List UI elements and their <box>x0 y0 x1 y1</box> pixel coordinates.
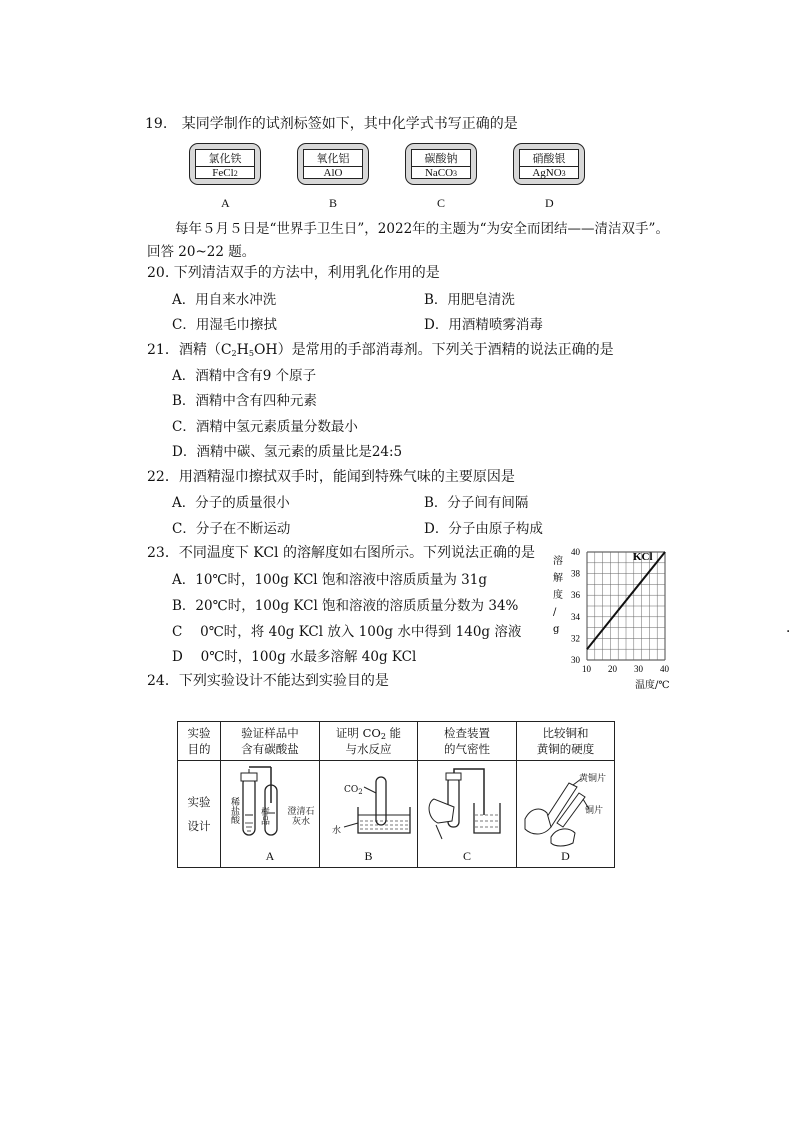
reagent-name: 碳酸钠 <box>412 150 470 167</box>
intro-line2: 回答 20~22 题。 <box>147 244 256 260</box>
design-b-letter: B <box>364 849 373 863</box>
kcl-solubility-chart <box>545 542 685 692</box>
reagent-label-a <box>189 143 261 185</box>
q23-option-c: C 0℃时，将 40g KCl 放入 100g 水中得到 140g 溶液 <box>172 624 522 640</box>
q20-option-b: B．用肥皂清洗 <box>424 292 515 308</box>
y-tick-label: 38 <box>571 568 580 579</box>
q21-option-b: B．酒精中含有四种元素 <box>172 393 317 409</box>
label-sample: 样品 <box>259 807 269 825</box>
label-water: 水 <box>332 826 342 836</box>
series-label-kcl: KCl <box>633 551 653 563</box>
label-co2 <box>344 785 363 796</box>
reagent-label-b <box>297 143 369 185</box>
formula-subscript: 3 <box>561 168 566 178</box>
purpose-a <box>221 722 320 761</box>
y-tick-label: 30 <box>571 655 580 665</box>
reagent-letter-b: B <box>329 196 338 210</box>
purpose-b-l1b: 能 <box>385 726 402 740</box>
purpose-a-l1: 验证样品中 <box>241 726 299 740</box>
y-axis-label-char: g <box>553 624 560 635</box>
design-d-letter: D <box>561 849 570 863</box>
intro-line1: 每年５月５日是“世界手卫生日”，2022年的主题为“为安全而团结——清洁双手”。 <box>175 221 669 237</box>
x-tick-label: 40 <box>660 664 669 674</box>
q21-sub1: 2 <box>231 349 237 358</box>
label-co2-main: CO <box>344 785 359 795</box>
q21-stem-mid: H <box>236 342 249 358</box>
purpose-c-l1: 检查装置 <box>444 726 490 740</box>
label-co2-sub: 2 <box>358 788 363 796</box>
design-b <box>320 761 418 868</box>
row-header-purpose <box>178 722 221 761</box>
edge-mark: . <box>786 620 791 636</box>
design-d <box>517 761 615 868</box>
purpose-d-l2: 黄铜的硬度 <box>536 742 595 756</box>
chart-ylabel <box>553 554 563 635</box>
chart-grid <box>587 552 665 660</box>
reagent-letter-d: D <box>545 196 554 210</box>
row2-header-l1: 实验 <box>187 795 211 809</box>
table-row-design <box>178 761 615 868</box>
formula-subscript: 3 <box>453 168 458 178</box>
label-brass-plate: 黄铜片 <box>579 774 607 784</box>
reagent-name: 硝酸银 <box>520 150 578 167</box>
q20-option-c: C．用湿毛巾擦拭 <box>172 317 277 333</box>
reagent-letter-a: A <box>221 196 230 210</box>
q22-option-d: D．分子由原子构成 <box>424 521 543 537</box>
chart-x-axis-label: 温度/℃ <box>635 680 670 691</box>
formula-main: NaCO <box>424 167 454 179</box>
q21-option-c: C．酒精中氢元素质量分数最小 <box>172 419 358 435</box>
y-axis-label-char: 溶 <box>553 556 563 567</box>
q21-option-a: A．酒精中含有9 个原子 <box>172 368 317 384</box>
reagent-name: 氯化铁 <box>196 150 254 167</box>
y-tick-label: 40 <box>571 547 580 557</box>
reagent-formula <box>304 167 362 179</box>
q19-number: 19. <box>145 116 168 132</box>
q20-option-a: A．用自来水冲洗 <box>172 292 277 308</box>
purpose-d <box>517 722 615 761</box>
formula-subscript: 2 <box>233 168 238 178</box>
q23-option-b: B．20℃时，100g KCl 饱和溶液的溶质质量分数为 34% <box>172 598 519 614</box>
label-limewater: 澄清石灰水 <box>287 807 315 827</box>
table-row-purpose <box>178 722 615 761</box>
x-tick-label: 20 <box>608 664 617 674</box>
design-a <box>221 761 320 868</box>
formula-main: AgNO <box>532 167 562 179</box>
q20-option-d: D．用酒精喷雾消毒 <box>424 317 543 333</box>
formula-main: AlO <box>323 167 343 179</box>
reagent-name: 氧化铝 <box>304 150 362 167</box>
q21-stem-pre: 21．酒精（C <box>147 342 232 358</box>
formula-main: FeCl <box>212 167 234 179</box>
y-axis-label-char: 度 <box>553 590 563 601</box>
purpose-b-l1 <box>320 725 417 741</box>
airtightness-check-diagram <box>418 763 516 853</box>
purpose-c <box>418 722 517 761</box>
q23-option-a: A．10℃时，100g KCl 饱和溶液中溶质质量为 31g <box>172 572 488 588</box>
reagent-label-c <box>405 143 477 185</box>
reagent-label-d <box>513 143 585 185</box>
q20-stem: 20. 下列清洁双手的方法中，利用乳化作用的是 <box>147 265 440 281</box>
purpose-b-l2: 与水反应 <box>345 742 392 756</box>
design-a-letter: A <box>265 849 275 863</box>
reagent-formula <box>520 167 578 179</box>
q23-stem: 23．不同温度下 KCl 的溶解度如右图所示。下列说法正确的是 <box>147 545 535 561</box>
q21-sub2: 5 <box>248 349 254 358</box>
x-tick-label: 10 <box>582 664 591 674</box>
q22-option-c: C．分子在不断运动 <box>172 521 291 537</box>
design-c-letter: C <box>462 849 471 863</box>
q22-option-b: B．分子间有间隔 <box>424 495 529 511</box>
label-copper-plate: 铜片 <box>585 806 604 816</box>
row2-header-l2: 设计 <box>187 819 211 833</box>
row1-header-l1: 实验 <box>187 726 211 740</box>
row1-header-l2: 目的 <box>187 742 211 756</box>
y-tick-label: 36 <box>571 590 580 601</box>
q19-stem <box>145 113 518 133</box>
q22-stem: 22．用酒精湿巾擦拭双手时，能闻到特殊气味的主要原因是 <box>147 469 515 485</box>
purpose-b-sub: 2 <box>380 732 386 741</box>
reagent-formula <box>412 167 470 179</box>
q24-stem: 24．下列实验设计不能达到实验目的是 <box>147 673 389 689</box>
x-tick-label: 30 <box>634 664 643 674</box>
purpose-c-l2: 的气密性 <box>444 742 490 756</box>
co2-water-trough-diagram <box>320 763 417 853</box>
label-dilute-hcl: 稀盐酸 <box>229 797 239 824</box>
y-tick-label: 32 <box>571 633 580 644</box>
y-axis-label-char: / <box>553 607 557 618</box>
q23-option-d: D 0℃时，100g 水最多溶解 40g KCl <box>172 649 417 665</box>
y-tick-label: 34 <box>571 611 580 622</box>
reagent-letter-c: C <box>437 196 446 210</box>
q21-option-d: D．酒精中碳、氢元素的质量比是24:5 <box>172 444 403 460</box>
q22-option-a: A．分子的质量很小 <box>172 495 290 511</box>
experiment-table <box>177 721 615 868</box>
purpose-a-l2: 含有碳酸盐 <box>241 742 299 756</box>
design-c <box>418 761 517 868</box>
purpose-b <box>320 722 418 761</box>
y-axis-label-char: 解 <box>553 573 563 584</box>
purpose-b-l1a: 证明 CO <box>335 726 381 740</box>
reagent-formula <box>196 167 254 179</box>
q19-stem-text: 某同学制作的试剂标签如下，其中化学式书写正确的是 <box>181 116 518 132</box>
q21-stem <box>147 339 614 359</box>
purpose-d-l1: 比较铜和 <box>542 726 589 740</box>
row-header-design <box>178 761 221 868</box>
q21-stem-post: OH）是常用的手部消毒剂。下列关于酒精的说法正确的是 <box>253 342 614 358</box>
